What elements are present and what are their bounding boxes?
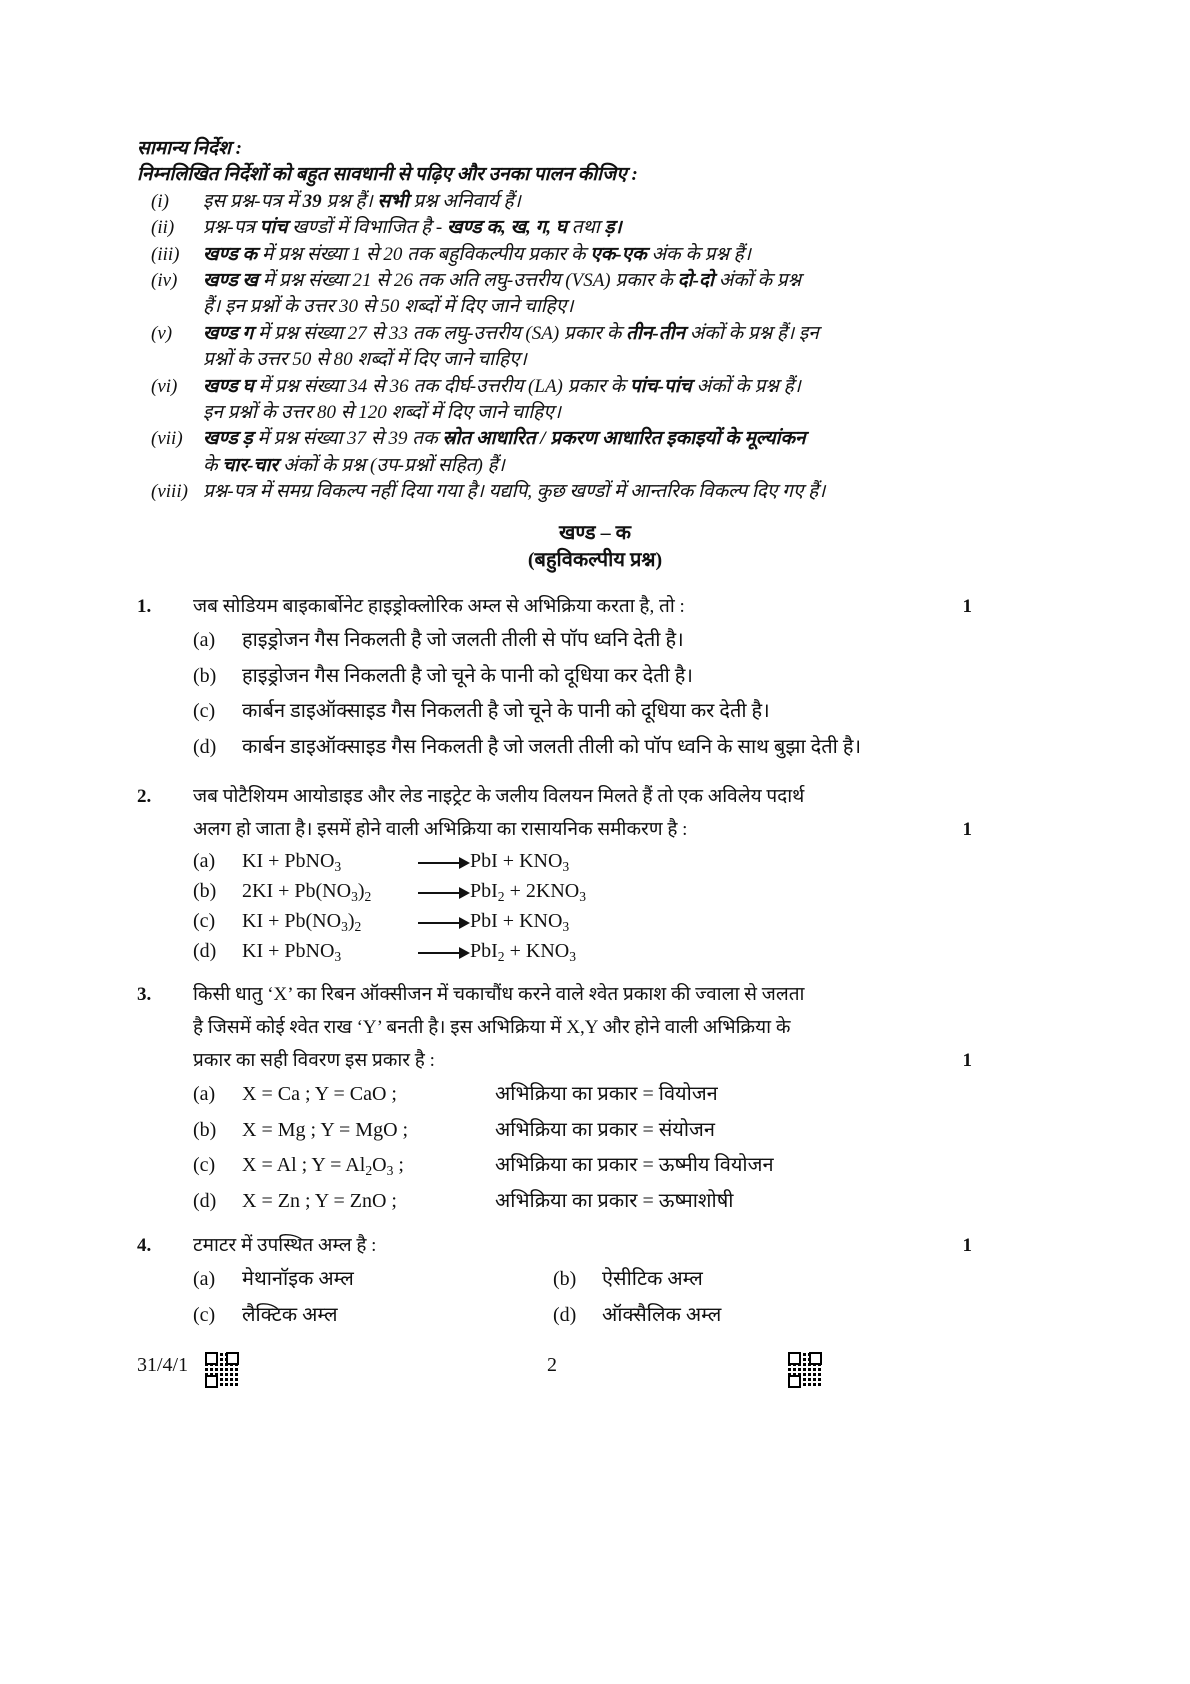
subscript: 2: [364, 889, 372, 905]
instruction-line: [203, 242, 982, 268]
question-marks: 1: [962, 819, 972, 840]
option-label: (b): [193, 880, 217, 902]
text-segment: X = Mg ; Y = MgO ;: [242, 1118, 409, 1141]
paper-code: 31/4/1: [137, 1354, 189, 1376]
option-row: [137, 659, 982, 695]
option-text: ऑक्सैलिक अम्ल: [602, 1303, 722, 1326]
option-text: कार्बन डाइऑक्साइड गैस निकलती है जो चूने के पानी को दूधिया कर देती है।: [242, 700, 770, 722]
instruction-number: (i): [151, 190, 169, 212]
reaction-type: अभिक्रिया का प्रकार = ऊष्मीय वियोजन: [495, 1154, 774, 1176]
instruction-text: [203, 215, 982, 241]
question-marks: 1: [962, 1235, 972, 1256]
text-segment: अंक के प्रश्न हैं।: [646, 243, 751, 265]
option-text: लैक्टिक अम्ल: [242, 1303, 338, 1326]
text-segment: अंकों के प्रश्न हैं।: [691, 375, 801, 397]
option-row: [137, 906, 982, 936]
subscript: 2: [354, 919, 362, 935]
instruction-line: [203, 426, 982, 452]
text-segment: PbI: [470, 940, 498, 962]
instruction-number: (iii): [151, 243, 180, 265]
text-segment: हैं। इन प्रश्नों के उत्तर 30 से 50 शब्दों में दिए जाने चाहिए।: [203, 296, 574, 318]
instruction-number: (iv): [151, 270, 178, 292]
reactants: [242, 936, 341, 972]
text-segment: KI + PbNO: [242, 850, 335, 872]
reaction-type: अभिक्रिया का प्रकार = वियोजन: [495, 1083, 718, 1105]
instruction-text: [203, 426, 982, 479]
text-segment: प्रश्न अनिवार्य हैं।: [408, 190, 521, 212]
option-label: (d): [193, 1189, 217, 1212]
text-segment: अंकों के प्रश्न हैं। इन: [685, 322, 819, 344]
text-segment: के: [203, 454, 223, 476]
option-formula: [242, 1148, 404, 1189]
instruction-line: [203, 479, 982, 505]
option-formula: [242, 1184, 397, 1220]
subscript: 3: [334, 859, 342, 875]
option-label: (a): [193, 850, 216, 872]
text-segment: खण्ड क: [203, 243, 258, 265]
question-marks: 1: [962, 1050, 972, 1071]
text-segment: PbI + KNO: [470, 910, 563, 932]
instruction-line: [203, 189, 982, 215]
instruction-item: [137, 242, 982, 268]
text-segment: KI + Pb(NO: [242, 910, 342, 932]
subscript: 3: [562, 919, 570, 935]
text-segment: तथा: [566, 217, 605, 239]
text-segment: ): [357, 880, 365, 902]
question-number: 3.: [137, 984, 152, 1005]
subscript: 2: [365, 1163, 373, 1179]
option-label: (c): [193, 1154, 216, 1176]
arrow-icon: [418, 892, 468, 894]
option-row: [137, 1262, 982, 1298]
option-text: ऐसीटिक अम्ल: [602, 1268, 703, 1290]
option-label: (b): [193, 1118, 217, 1141]
instruction-line: [203, 215, 982, 241]
instruction-line: [203, 294, 982, 320]
option-row: [137, 1113, 982, 1149]
text-segment: चार-चार: [222, 454, 279, 476]
subscript: 3: [386, 1163, 394, 1179]
instruction-number: (vi): [151, 375, 178, 397]
section-subtitle: (बहुविकल्पीय प्रश्न): [527, 549, 663, 571]
instruction-item: [137, 479, 982, 505]
option-row: [137, 876, 982, 906]
text-segment: खण्ड ख: [203, 270, 259, 292]
text-segment: खण्ड ग: [203, 322, 254, 344]
text-segment: X = Ca ; Y = CaO ;: [242, 1083, 397, 1105]
text-segment: दो-दो: [677, 270, 714, 292]
option-label: (d): [193, 940, 217, 962]
question-number: 1.: [137, 596, 152, 617]
instruction-item: [137, 426, 982, 479]
text-segment: सभी: [377, 190, 409, 212]
option-label: (d): [553, 1303, 577, 1326]
text-segment: इस प्रश्न-पत्र में: [203, 190, 303, 212]
instructions-list: [137, 189, 982, 506]
option-row: [137, 1184, 982, 1220]
text-segment: एक-एक: [590, 243, 647, 265]
instruction-line: [203, 321, 982, 347]
subscript: 2: [497, 949, 505, 965]
qr-code-icon: [205, 1352, 239, 1388]
option-label: (d): [193, 735, 217, 758]
text-segment: PbI + KNO: [470, 850, 563, 872]
text-segment: खण्ड ड़: [203, 428, 253, 450]
instruction-number: (viii): [151, 481, 188, 503]
option-text: हाइड्रोजन गैस निकलती है जो जलती तीली से पॉप ध्वनि देती है।: [242, 629, 684, 651]
text-segment: O: [372, 1154, 387, 1176]
subscript: 3: [569, 949, 576, 965]
text-segment: इन प्रश्नों के उत्तर 80 से 120 शब्दों में दिए जाने चाहिए।: [203, 402, 561, 424]
instruction-text: [203, 374, 982, 427]
option-text: हाइड्रोजन गैस निकलती है जो चूने के पानी को दूधिया कर देती है।: [242, 664, 693, 687]
subscript: 3: [579, 889, 586, 905]
option-row: [137, 1148, 982, 1184]
question-text-line: है जिसमें कोई श्वेत राख ‘Y’ बनती है। इस अभिक्रिया में X,Y और होने वाली अभिक्रिया के: [193, 1017, 791, 1038]
instruction-number: (ii): [151, 217, 175, 239]
arrow-icon: [418, 922, 468, 924]
text-segment: में प्रश्न संख्या 27 से 33 तक लघु-उत्तरीय (SA) प्रकार के: [253, 322, 627, 344]
instruction-line: [203, 400, 982, 426]
option-row: [137, 1298, 982, 1334]
instruction-number: (v): [151, 322, 173, 344]
instruction-text: [203, 479, 982, 505]
instruction-item: [137, 215, 982, 241]
option-label: (a): [193, 1083, 216, 1105]
option-formula: [242, 1077, 397, 1113]
question-text: जब सोडियम बाइकार्बोनेट हाइड्रोक्लोरिक अम्ल से अभिक्रिया करता है, तो :: [193, 596, 685, 617]
question-number: 2.: [137, 786, 152, 807]
option-row: [137, 694, 982, 730]
page-footer: [137, 1352, 982, 1392]
arrow-icon: [418, 862, 468, 864]
question-text-line: प्रकार का सही विवरण इस प्रकार है :: [193, 1050, 435, 1071]
instruction-text: [203, 242, 982, 268]
text-segment: ड़।: [604, 217, 622, 239]
text-segment: KI + PbNO: [242, 940, 335, 962]
option-label: (c): [193, 700, 216, 722]
text-segment: 2KI + Pb(NO: [242, 880, 352, 902]
text-segment: पांच-पांच: [629, 375, 692, 397]
general-instructions: [137, 136, 982, 506]
instruction-text: [203, 189, 982, 215]
instructions-subheading: निम्नलिखित निर्देशों को बहुत सावधानी से पढ़िए और उनका पालन कीजिए :: [137, 164, 638, 186]
question-1: [137, 590, 982, 765]
instruction-item: [137, 374, 982, 427]
instruction-line: [203, 374, 982, 400]
instruction-line: [203, 453, 982, 479]
question-text-line: जब पोटैशियम आयोडाइड और लेड नाइट्रेट के जलीय विलयन मिलते हैं तो एक अविलेय पदार्थ: [193, 786, 805, 807]
text-segment: अंकों के प्रश्न (उप-प्रश्नों सहित) हैं।: [278, 454, 505, 476]
option-text: मेथानॉइक अम्ल: [242, 1268, 354, 1290]
text-segment: अंकों के प्रश्न: [713, 270, 802, 292]
option-text: कार्बन डाइऑक्साइड गैस निकलती है जो जलती तीली को पॉप ध्वनि के साथ बुझा देती है।: [242, 735, 862, 758]
option-label: (b): [193, 664, 217, 687]
qr-code-icon: [788, 1352, 822, 1388]
instruction-item: [137, 321, 982, 374]
text-segment: + 2KNO: [504, 880, 580, 902]
option-row: [137, 623, 982, 659]
option-row: [137, 846, 982, 876]
question-4: [137, 1229, 982, 1333]
subscript: 3: [351, 889, 358, 905]
instructions-heading: सामान्य निर्देश :: [137, 138, 242, 159]
text-segment: तीन-तीन: [626, 322, 686, 344]
instruction-text: [203, 321, 982, 374]
text-segment: स्रोत आधारित / प्रकरण आधारित इकाइयों के मूल्यांकन: [442, 428, 806, 450]
option-label: (a): [193, 629, 216, 651]
instruction-item: [137, 268, 982, 321]
text-segment: में प्रश्न संख्या 21 से 26 तक अति लघु-उत्तरीय (VSA) प्रकार के: [258, 270, 678, 292]
text-segment: में प्रश्न संख्या 1 से 20 तक बहुविकल्पीय प्रकार के: [257, 243, 591, 265]
instruction-item: [137, 189, 982, 215]
text-segment: में प्रश्न संख्या 37 से 39 तक: [252, 428, 443, 450]
text-segment: X = Al ; Y = Al: [242, 1154, 366, 1176]
text-segment: PbI: [470, 880, 498, 902]
text-segment: प्रश्न-पत्र में समग्र विकल्प नहीं दिया गया है। यद्यपि, कुछ खण्डों में आन्तरिक विकल्प दिए गए हैं।: [203, 481, 826, 503]
question-marks: 1: [962, 596, 972, 617]
text-segment: खण्ड क, ख, ग, घ: [446, 217, 567, 239]
question-text-line: अलग हो जाता है। इसमें होने वाली अभिक्रिया का रासायनिक समीकरण है :: [193, 819, 688, 840]
instruction-text: [203, 268, 982, 321]
arrow-icon: [418, 952, 468, 954]
page-number: 2: [547, 1354, 557, 1376]
reaction-type: अभिक्रिया का प्रकार = संयोजन: [495, 1118, 715, 1141]
text-segment: प्रश्न हैं।: [321, 190, 378, 212]
question-2: [137, 780, 982, 966]
section-title: खण्ड – क: [559, 522, 631, 544]
text-segment: 39: [302, 190, 322, 212]
option-row: [137, 730, 982, 766]
subscript: 3: [334, 949, 342, 965]
question-text: टमाटर में उपस्थित अम्ल है :: [193, 1235, 377, 1256]
option-label: (a): [193, 1268, 216, 1290]
text-segment: प्रश्न-पत्र: [203, 217, 260, 239]
text-segment: खण्डों में विभाजित है -: [287, 217, 447, 239]
question-text-line: किसी धातु ‘X’ का रिबन ऑक्सीजन में चकाचौंध करने वाले श्वेत प्रकाश की ज्वाला से जलता: [193, 984, 805, 1005]
instruction-line: [203, 347, 982, 373]
option-label: (b): [553, 1268, 577, 1290]
option-row: [137, 1077, 982, 1113]
instruction-number: (vii): [151, 428, 183, 450]
text-segment: ): [347, 910, 355, 932]
products: [470, 936, 576, 972]
instruction-line: [203, 268, 982, 294]
reaction-type: अभिक्रिया का प्रकार = ऊष्माशोषी: [495, 1189, 734, 1212]
text-segment: खण्ड घ: [203, 375, 254, 397]
question-3: [137, 978, 982, 1219]
subscript: 3: [562, 859, 570, 875]
text-segment: X = Zn ; Y = ZnO ;: [242, 1189, 397, 1212]
subscript: 3: [341, 919, 348, 935]
option-label: (c): [193, 1303, 216, 1326]
question-number: 4.: [137, 1235, 152, 1256]
option-label: (c): [193, 910, 216, 932]
text-segment: में प्रश्न संख्या 34 से 36 तक दीर्घ-उत्तरीय (LA) प्रकार के: [253, 375, 630, 397]
text-segment: पांच: [259, 217, 288, 239]
text-segment: ;: [393, 1154, 404, 1176]
option-formula: [242, 1113, 408, 1149]
text-segment: + KNO: [504, 940, 570, 962]
option-row: [137, 936, 982, 966]
text-segment: प्रश्नों के उत्तर 50 से 80 शब्दों में दिए जाने चाहिए।: [203, 349, 527, 371]
subscript: 2: [497, 889, 505, 905]
